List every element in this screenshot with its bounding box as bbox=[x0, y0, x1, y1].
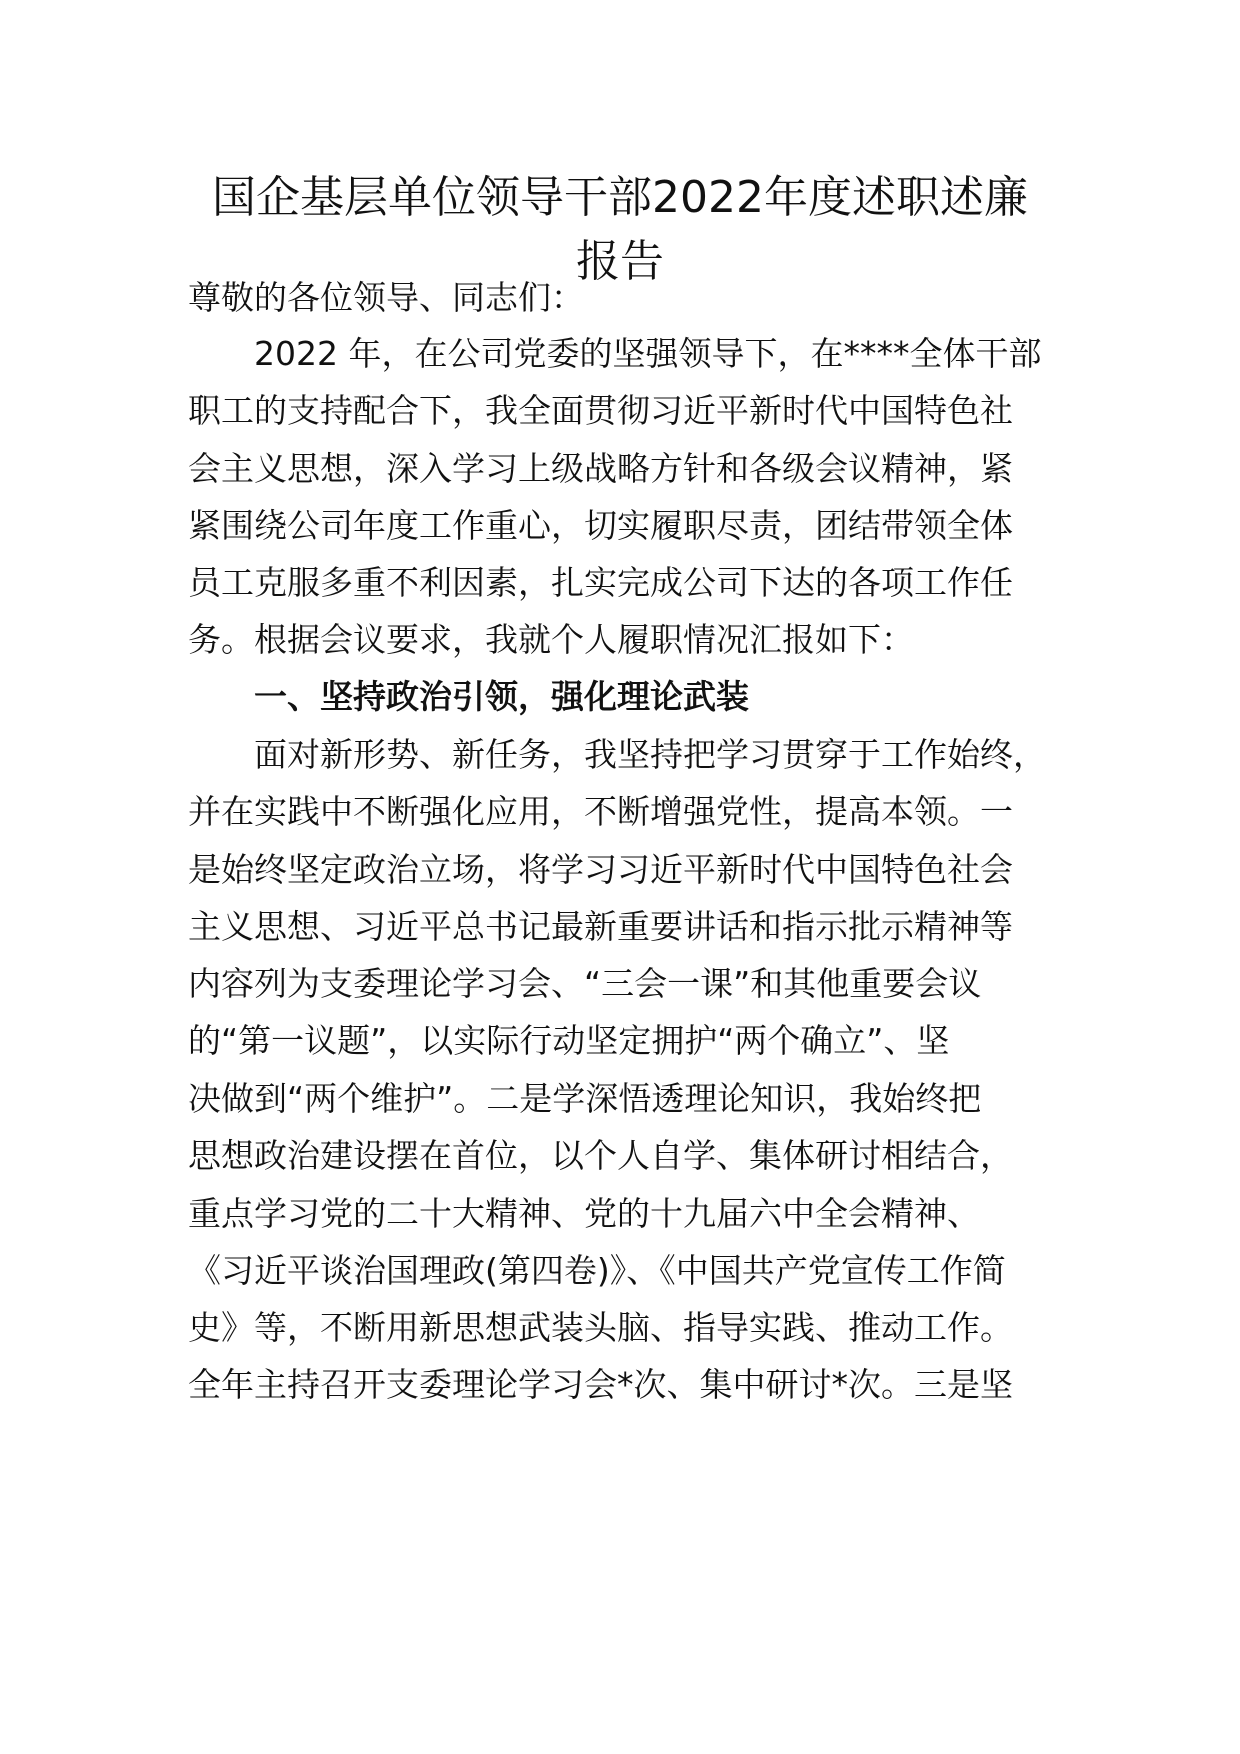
document-title-line-1: 国企基层单位领导干部2022年度述职述廉 bbox=[212, 172, 1028, 223]
paragraph-line: 员工克服多重不利因素，扎实完成公司下达的各项工作任 bbox=[188, 563, 1013, 602]
paragraph-line: 面对新形势、新任务，我坚持把学习贯穿于工作始终， bbox=[254, 735, 1046, 774]
paragraph-line: 史》等，不断用新思想武装头脑、指导实践、推动工作。 bbox=[188, 1308, 1013, 1347]
paragraph-line: 重点学习党的二十大精神、党的十九届六中全会精神、 bbox=[188, 1194, 980, 1233]
paragraph-line: 决做到“两个维护”。二是学深悟透理论知识，我始终把 bbox=[188, 1079, 982, 1118]
paragraph-line: 是始终坚定政治立场，将学习习近平新时代中国特色社会 bbox=[188, 850, 1013, 889]
paragraph-line: 内容列为支委理论学习会、“三会一课”和其他重要会议 bbox=[188, 964, 982, 1003]
paragraph-line: 思想政治建设摆在首位，以个人自学、集体研讨相结合， bbox=[188, 1136, 1013, 1175]
paragraph-line: 紧围绕公司年度工作重心，切实履职尽责，团结带领全体 bbox=[188, 506, 1013, 545]
section-heading: 一、坚持政治引领，强化理论武装 bbox=[254, 677, 749, 716]
paragraph-line: 会主义思想，深入学习上级战略方针和各级会议精神，紧 bbox=[188, 449, 1013, 488]
paragraph-line: 并在实践中不断强化应用，不断增强党性，提高本领。一 bbox=[188, 792, 1013, 831]
salutation: 尊敬的各位领导、同志们： bbox=[188, 278, 584, 317]
paragraph-line: 务。根据会议要求，我就个人履职情况汇报如下： bbox=[188, 620, 914, 659]
paragraph-line: 2022 年，在公司党委的坚强领导下，在****全体干部 bbox=[254, 334, 1042, 373]
paragraph-line: 的“第一议题”，以实际行动坚定拥护“两个确立”、坚 bbox=[188, 1021, 950, 1060]
document-title-line-2: 报告 bbox=[576, 236, 664, 287]
paragraph-line: 全年主持召开支委理论学习会*次、集中研讨*次。三是坚 bbox=[188, 1365, 1013, 1404]
paragraph-line: 职工的支持配合下，我全面贯彻习近平新时代中国特色社 bbox=[188, 391, 1013, 430]
paragraph-line: 主义思想、习近平总书记最新重要讲话和指示批示精神等 bbox=[188, 907, 1013, 946]
paragraph-line: 《习近平谈治国理政(第四卷)》、《中国共产党宣传工作简 bbox=[188, 1251, 1006, 1290]
